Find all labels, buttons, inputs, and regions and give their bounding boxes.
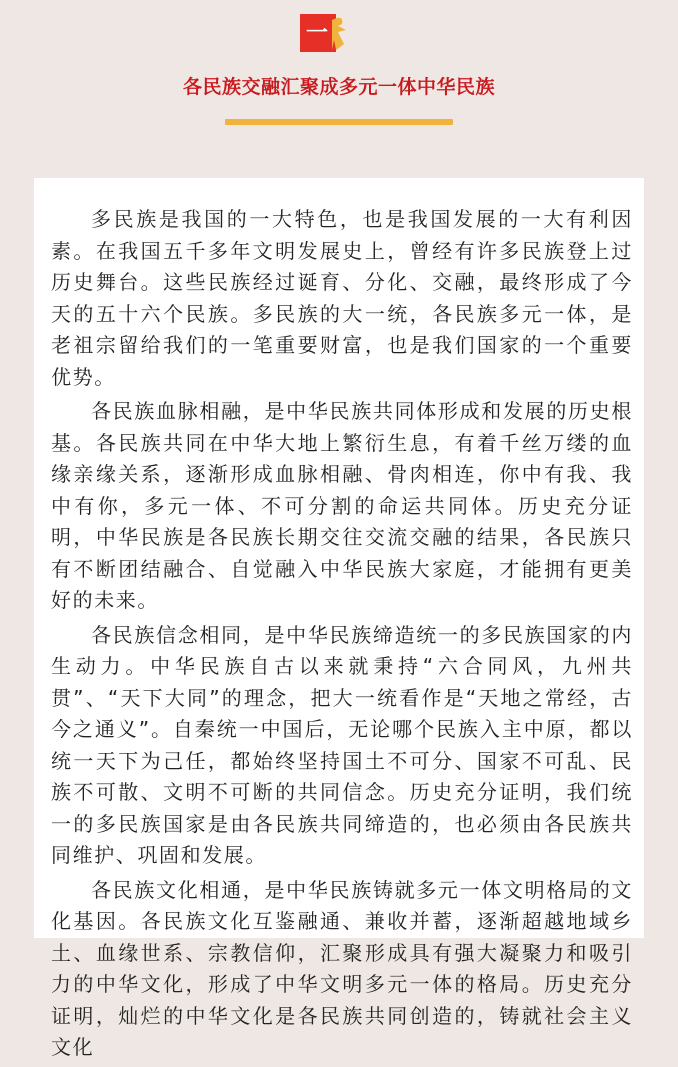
article-body <box>51 204 633 1067</box>
article-paragraph: 多民族是我国的一大特色，也是我国发展的一大有利因素。在我国五千多年文明发展史上，曾经有许多民族登上过历史舞台。这些民族经过诞育、分化、交融，最终形成了今天的五十六个民族。多民族的大一统，各民族多元一体，是老祖宗留给我们的一笔重要财富，也是我们国家的一个重要优势。 <box>51 207 633 389</box>
title-underline-bar <box>225 119 453 125</box>
section-number: 一 <box>305 20 328 46</box>
article-paragraph: 各民族信念相同，是中华民族缔造统一的多民族国家的内生动力。中华民族自古以来就秉持“六合同风，九州共贯”、“天下大同”的理念，把大一统看作是“天地之常经，古今之通义”。自秦统一中国后，无论哪个民族入主中原，都以统一天下为己任，都始终坚持国土不可分、国家不可乱、民族不可散、文明不可断的共同信念。历史充分证明，我们统一的多民族国家是由各民族共同缔造的，也必须由各民族共同维护、巩固和发展。 <box>51 622 633 867</box>
article-paragraph: 各民族血脉相融，是中华民族共同体形成和发展的历史根基。各民族共同在中华大地上繁衍生息，有着千丝万缕的血缘亲缘关系，逐渐形成血脉相融、骨肉相连，你中有我、我中有你，多元一体、不可分割的命运共同体。历史充分证明，中华民族是各民族长期交往交流交融的结果，各民族只有不断团结融合、自觉融入中华民族大家庭，才能拥有更美好的未来。 <box>51 399 633 612</box>
article-paragraph: 各民族文化相通，是中华民族铸就多元一体文明格局的文化基因。各民族文化互鉴融通、兼收并蓄，逐渐超越地域乡土、血缘世系、宗教信仰，汇聚形成具有强大凝聚力和吸引力的中华文化，形成了中华文明多元一体的格局。历史充分证明，灿烂的中华文化是各民族共同创造的，铸就社会主义文化 <box>51 877 633 1059</box>
section-number-badge <box>298 10 358 54</box>
section-title: 各民族交融汇聚成多元一体中华民族 <box>182 76 495 98</box>
